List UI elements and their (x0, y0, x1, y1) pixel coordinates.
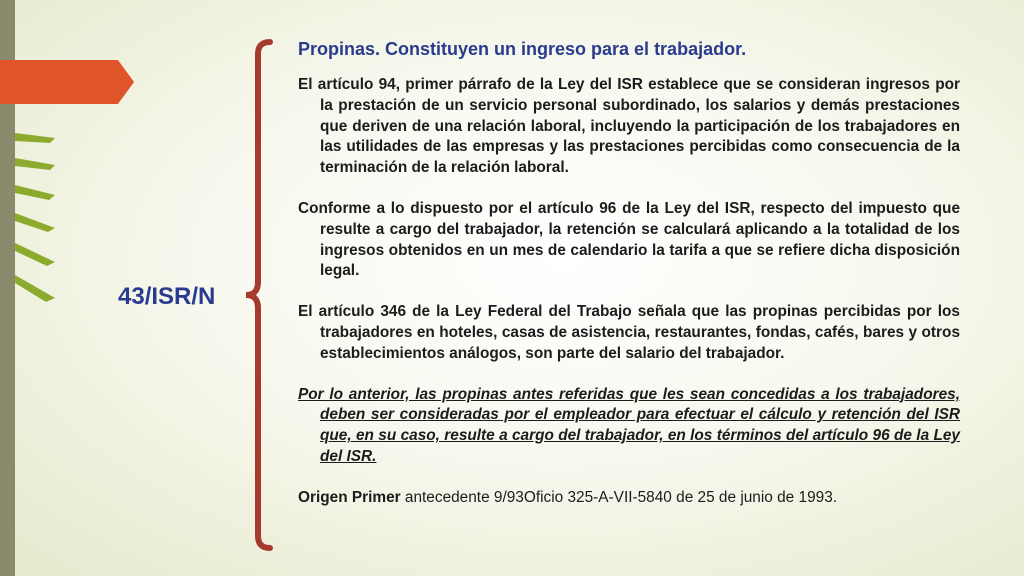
green-arrow-decoration (15, 185, 55, 200)
origin-label: Origen Primer (298, 488, 401, 506)
green-arrow-decoration (15, 243, 55, 266)
slide-label: 43/ISR/N (118, 283, 216, 310)
paragraph-articulo-96: Conforme a lo dispuesto por el artículo 96 de la Ley del ISR, respecto del impuesto que resulte a cargo del trabajador, la retención se calculará aplicando a la totalidad de los ingresos obtenidos en un mes de calendario la tarifa a que se refiere dicha disposición legal. (298, 199, 960, 280)
slide-title: Propinas. Constituyen un ingreso para el trabajador. (298, 39, 747, 59)
green-arrow-decoration (15, 275, 55, 302)
green-arrow-decoration (15, 133, 55, 143)
origin-line (298, 488, 960, 509)
content-area (298, 38, 960, 509)
green-arrow-decoration (15, 213, 55, 232)
paragraph-articulo-94: El artículo 94, primer párrafo de la Ley del ISR establece que se consideran ingresos por la prestación de un servicio personal subordinado, los salarios y demás prestaciones que deriven de una relación laboral, incluyendo la participación de los trabajadores en las utilidades de las empresas y las prestaciones percibidas como consecuencia de la terminación de la relación laboral. (298, 76, 960, 177)
paragraph-articulo-346: El artículo 346 de la Ley Federal del Trabajo señala que las propinas percibidas por los trabajadores en hoteles, casas de asistencia, restaurantes, fondas, cafés, bares y otros establecimientos análogos, son parte del salario del trabajador. (298, 303, 960, 362)
red-arrow-banner (0, 60, 134, 104)
curly-bracket (240, 38, 280, 552)
paragraph-conclusion: Por lo anterior, las propinas antes referidas que les sean concedidas a los trabajadores, deben ser consideradas por el empleador para efectuar el cálculo y retención del ISR que, en su caso, resulte a cargo del trabajador, en los términos del artículo 96 de la Ley del ISR. (298, 385, 960, 465)
origin-text: antecedente 9/93Oficio 325-A-VII-5840 de 25 de junio de 1993. (400, 488, 838, 506)
green-arrow-decoration (15, 158, 55, 170)
